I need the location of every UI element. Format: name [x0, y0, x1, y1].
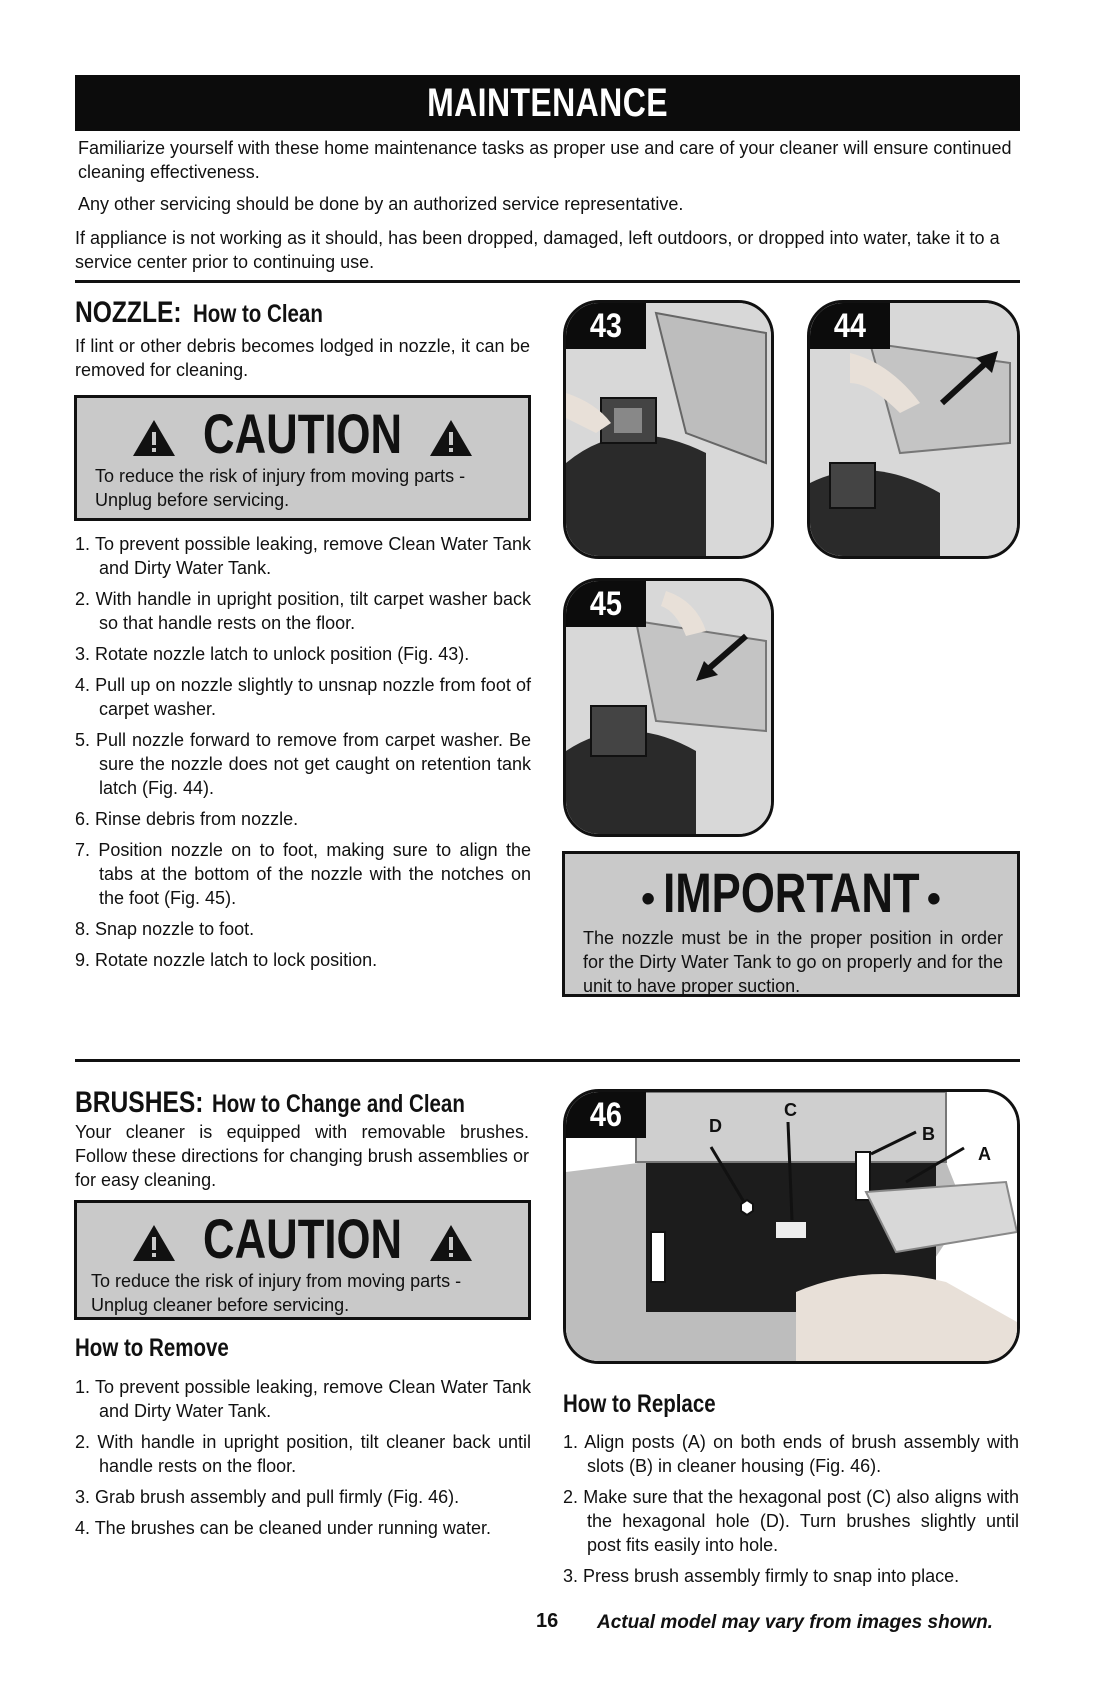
list-item: 2. Make sure that the hexagonal post (C) also aligns with the hexagonal hole (D). Turn brushes slightly until post fits easily into hole.: [563, 1487, 1019, 1555]
replace-steps-list: [563, 1430, 1019, 1595]
figure-43: [563, 300, 774, 559]
page-title: MAINTENANCE: [427, 81, 668, 125]
brushes-intro: Your cleaner is equipped with removable brushes. Follow these directions for changing brush assemblies or for easy cleaning.: [75, 1122, 529, 1190]
section-divider: [75, 280, 1020, 283]
figure-46: [563, 1089, 1020, 1364]
remove-steps-list: [75, 1375, 531, 1547]
list-item: 4. The brushes can be cleaned under running water.: [75, 1518, 491, 1538]
list-item: 2. With handle in upright position, tilt carpet washer back so that handle rests on the floor.: [75, 589, 531, 633]
important-title: IMPORTANT: [662, 861, 920, 924]
label-b: B: [922, 1124, 935, 1144]
list-item: 1. To prevent possible leaking, remove Clean Water Tank and Dirty Water Tank.: [75, 1377, 531, 1421]
brushes-heading-sub: How to Change and Clean: [211, 1090, 465, 1118]
important-heading: [565, 862, 1017, 930]
intro-paragraph-2: Any other servicing should be done by an authorized service representative.: [78, 194, 684, 214]
important-box: [562, 851, 1020, 997]
list-item: 3. Press brush assembly firmly to snap into place.: [563, 1566, 960, 1586]
figure-44: [807, 300, 1020, 559]
list-item: 1. Align posts (A) on both ends of brush assembly with slots (B) in cleaner housing (Fig. 46).: [563, 1432, 1019, 1476]
warning-icon: [428, 418, 474, 458]
page-number: 16: [536, 1610, 559, 1632]
nozzle-section-heading: [75, 296, 351, 330]
brushes-section-heading: [75, 1086, 520, 1120]
nozzle-caution-box: [74, 395, 531, 521]
brushes-caution-box: [74, 1200, 531, 1320]
brushes-heading-main: BRUSHES:: [75, 1086, 204, 1119]
list-item: 2. With handle in upright position, tilt cleaner back until handle rests on the floor.: [75, 1432, 531, 1476]
label-c: C: [784, 1100, 797, 1120]
caution-text: To reduce the risk of injury from moving parts - Unplug cleaner before servicing.: [91, 1271, 462, 1315]
figure-number: 45: [566, 581, 646, 627]
caution-text: To reduce the risk of injury from moving parts - Unplug before servicing.: [95, 466, 466, 510]
list-item: 4. Pull up on nozzle slightly to unsnap nozzle from foot of carpet washer.: [75, 675, 531, 719]
list-item: 1. To prevent possible leaking, remove Clean Water Tank and Dirty Water Tank.: [75, 534, 531, 578]
intro-paragraph-3: If appliance is not working as it should, has been dropped, damaged, left outdoors, or dropped into water, take it to a service center prior to continuing use.: [75, 228, 1000, 272]
bullet: •: [641, 877, 656, 921]
list-item: 5. Pull nozzle forward to remove from carpet washer. Be sure the nozzle does not get caught on retention tank latch (Fig. 44).: [75, 730, 531, 798]
nozzle-intro: If lint or other debris becomes lodged in nozzle, it can be removed for cleaning.: [75, 336, 530, 380]
section-divider: [75, 1059, 1020, 1062]
caution-title: CAUTION: [203, 1207, 402, 1270]
figure-45: [563, 578, 774, 837]
list-item: 8. Snap nozzle to foot.: [75, 919, 255, 939]
warning-icon: [131, 1223, 177, 1263]
important-text: The nozzle must be in the proper position in order for the Dirty Water Tank to go on properly and for the unit to have proper suction.: [583, 928, 1003, 996]
list-item: 3. Grab brush assembly and pull firmly (Fig. 46).: [75, 1487, 460, 1507]
warning-icon: [131, 418, 177, 458]
label-d: D: [709, 1116, 722, 1136]
list-item: 7. Position nozzle on to foot, making sure to align the tabs at the bottom of the nozzle with the notches on the foot (Fig. 45).: [75, 840, 531, 908]
how-to-replace-heading: How to Replace: [563, 1390, 716, 1418]
list-item: 3. Rotate nozzle latch to unlock position (Fig. 43).: [75, 644, 470, 664]
caution-heading: [77, 404, 528, 464]
list-item: 9. Rotate nozzle latch to lock position.: [75, 950, 378, 970]
warning-icon: [428, 1223, 474, 1263]
bullet: •: [926, 877, 941, 921]
label-a: A: [978, 1144, 991, 1164]
figure-number: 46: [566, 1092, 646, 1138]
caution-title: CAUTION: [203, 402, 402, 465]
figure-number: 43: [566, 303, 646, 349]
figure-number: 44: [810, 303, 890, 349]
footer-disclaimer: Actual model may vary from images shown.: [597, 1612, 993, 1633]
page-title-bar: [75, 75, 1020, 131]
nozzle-heading-main: NOZZLE:: [75, 296, 182, 329]
nozzle-heading-sub: How to Clean: [192, 300, 323, 328]
nozzle-steps-list: [75, 532, 531, 979]
how-to-remove-heading: How to Remove: [75, 1334, 229, 1362]
caution-heading: [77, 1209, 528, 1269]
intro-paragraph-1: Familiarize yourself with these home maintenance tasks as proper use and care of your cleaner will ensure continued cleaning effectiveness.: [78, 138, 1012, 182]
list-item: 6. Rinse debris from nozzle.: [75, 809, 299, 829]
